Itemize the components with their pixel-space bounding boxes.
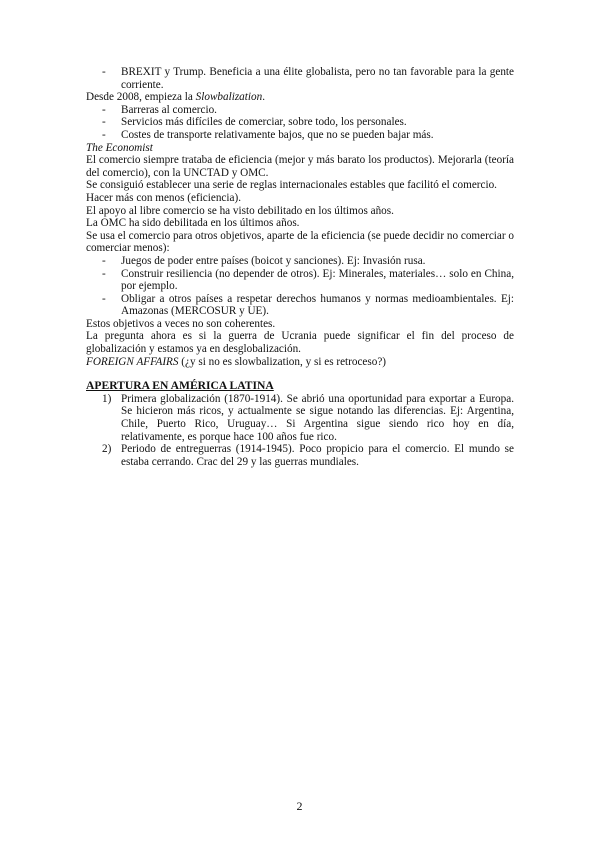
numbered-item-text: Primera globalización (1870-1914). Se abrió una oportunidad para exportar a Europa. Se hicieron más ricos, y actualmente se sigue notando las diferencias. Ej: Argentina, Chile, Puerto Rico, Uruguay… Si Argentina sigue siendo rico hoy en día, relativamente, es porque hace 100 años fue rico. [121, 392, 514, 443]
list-item-text: Costes de transporte relativamente bajos, que no se pueden bajar más. [121, 128, 434, 141]
page-number: 2 [296, 799, 303, 813]
economist-source: The Economist [86, 141, 153, 154]
dash-bullet: - [102, 267, 106, 280]
dash-bullet: - [102, 66, 106, 78]
list-item [86, 104, 514, 117]
list-item-text: Juegos de poder entre países (boicot y sanciones). Ej: Invasión rusa. [121, 254, 426, 267]
foreign-affairs-paragraph [86, 356, 514, 369]
foreign-affairs-source: FOREIGN AFFAIRS [86, 355, 179, 368]
section-title: APERTURA EN AMÉRICA LATINA [86, 379, 274, 393]
foreign-affairs-text: (¿y si no es slowbalization, y si es retroceso?) [178, 355, 387, 368]
objectives-list [86, 255, 514, 318]
list-item-text: Construir resiliencia (no depender de otros). Ej: Minerales, materiales… solo en China, por ejemplo. [121, 267, 514, 293]
list-item [86, 116, 514, 129]
list-item [86, 293, 514, 318]
slowbalization-prefix: Desde 2008, empieza la [86, 91, 196, 104]
slowbalization-list [86, 104, 514, 142]
list-item-text: Barreras al comercio. [121, 103, 217, 116]
slowbalization-term: Slowbalization [195, 91, 263, 104]
paragraph: El comercio siempre trataba de eficiencia (mejor y más barato los productos). Mejorarla (teoría del comercio), con la UNCTAD y OMC. [86, 154, 514, 179]
brexit-list [86, 66, 514, 91]
slowbalization-paragraph [86, 91, 514, 104]
dash-bullet: - [102, 128, 106, 141]
dash-bullet: - [102, 116, 106, 129]
numbered-item [86, 393, 514, 443]
list-item [86, 129, 514, 142]
paragraph: Se usa el comercio para otros objetivos, aparte de la eficiencia (se puede decidir no comerciar o comerciar menos): [86, 229, 514, 255]
item-number: 2) [102, 443, 112, 456]
list-item [86, 268, 514, 293]
numbered-item-text: Periodo de entreguerras (1914-1945). Poco propicio para el comercio. El mundo se estaba cerrando. Crac del 29 y las guerras mundiales. [121, 443, 514, 468]
list-item-text: Servicios más difíciles de comerciar, sobre todo, los personales. [121, 116, 407, 129]
list-item-text: Obligar a otros países a respetar derechos humanos y normas medioambientales. Ej: Amazonas (MERCOSUR y UE). [121, 292, 514, 318]
paragraph: El apoyo al libre comercio se ha visto debilitado en los últimos años. [86, 204, 394, 217]
numbered-item [86, 443, 514, 468]
list-item [86, 255, 514, 268]
numbered-list [86, 393, 514, 469]
dash-bullet: - [102, 103, 106, 116]
item-number: 1) [102, 392, 112, 405]
paragraph: Se consiguió establecer una serie de reglas internacionales estables que facilitó el comercio. [86, 179, 497, 192]
paragraph: Hacer más con menos (eficiencia). [86, 191, 241, 204]
paragraph: Estos objetivos a veces no son coherentes. [86, 317, 276, 330]
document-page [86, 66, 514, 468]
slowbalization-suffix: . [262, 91, 265, 104]
dash-bullet: - [102, 254, 106, 267]
list-item-text: BREXIT y Trump. Beneficia a una élite globalista, pero no tan favorable para la gente corriente. [121, 66, 514, 91]
dash-bullet: - [102, 292, 106, 305]
list-item [86, 66, 514, 91]
paragraph: La OMC ha sido debilitada en los últimos años. [86, 217, 300, 230]
paragraph: La pregunta ahora es si la guerra de Ucrania puede significar el fin del proceso de globalización y estamos ya en desglobalización. [86, 330, 514, 356]
